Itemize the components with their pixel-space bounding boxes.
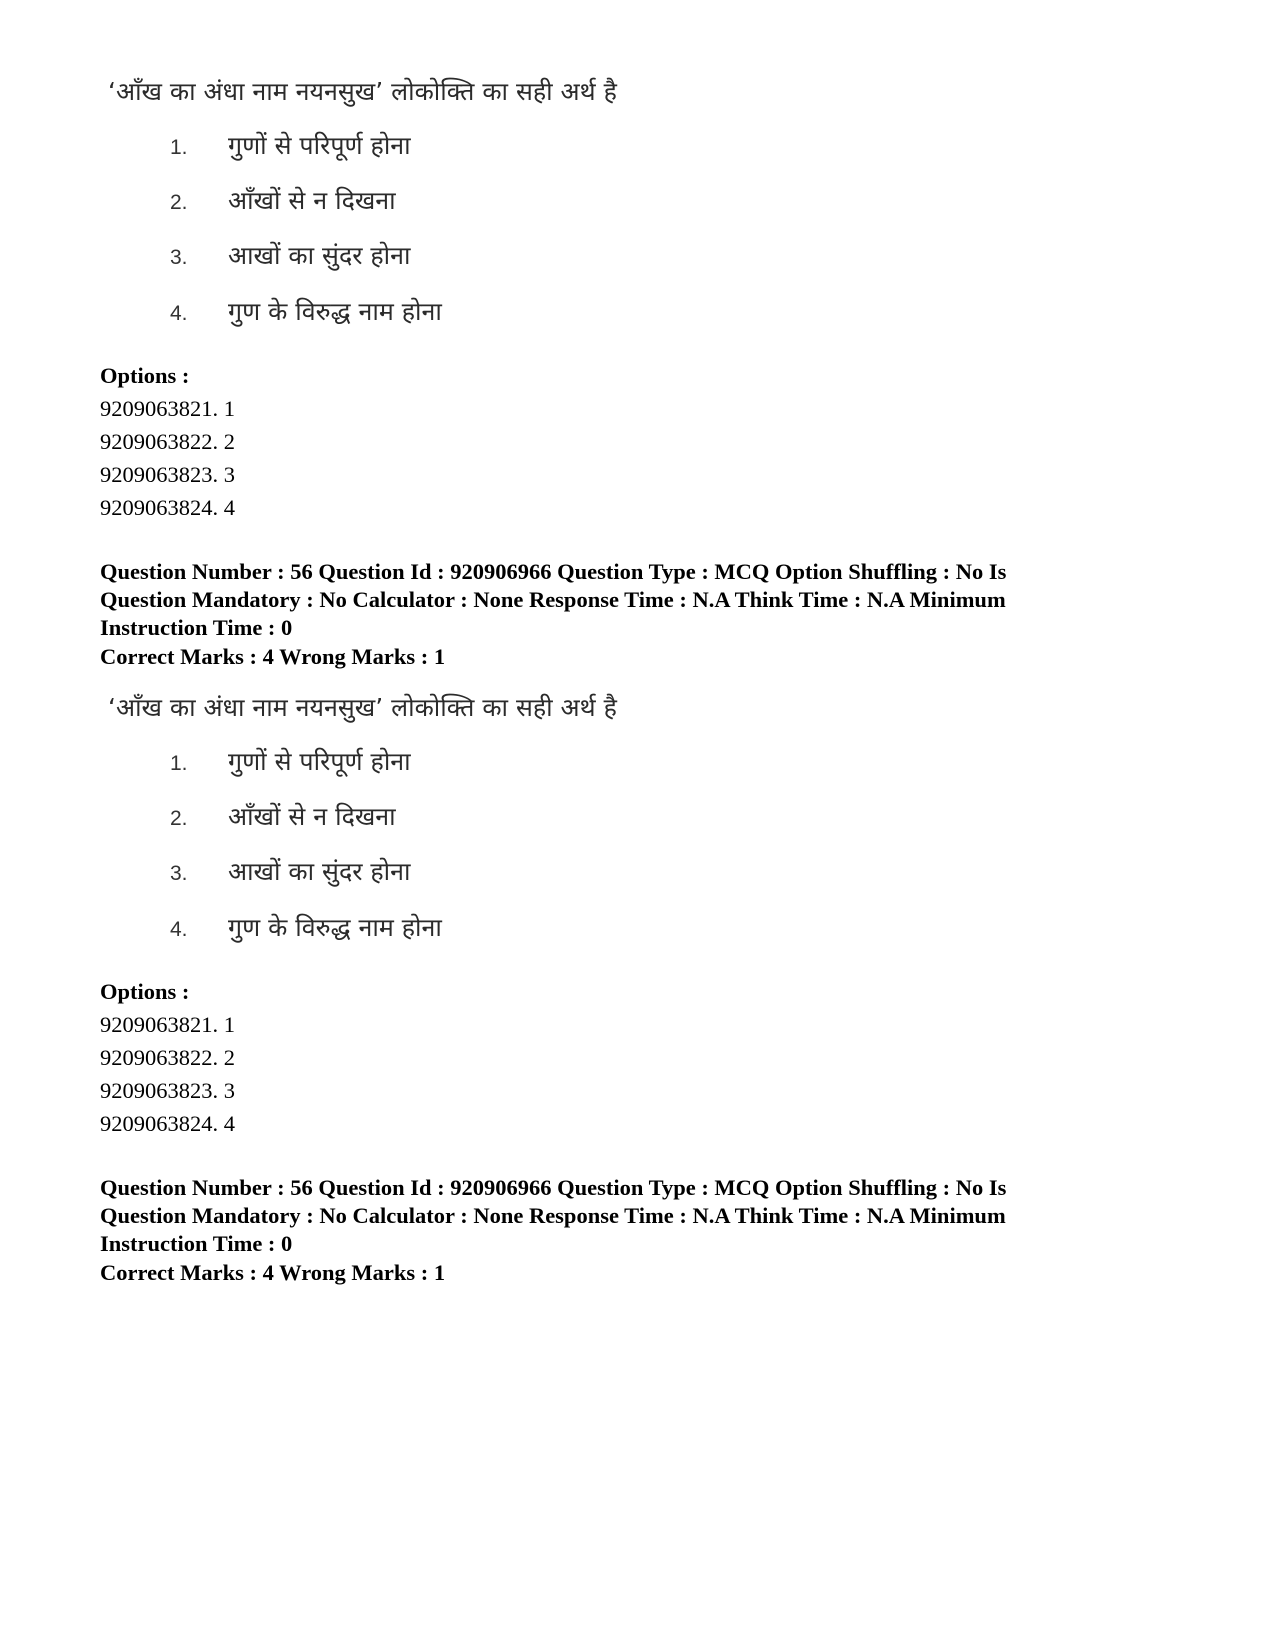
choice-text: आखों का सुंदर होना <box>228 241 411 270</box>
metadata-line: Question Mandatory : No Calculator : None Response Time : N.A Think Time : N.A Minimum <box>100 1203 1006 1228</box>
choice-number: 4. <box>170 302 188 325</box>
option-item: 9209063822. 2 <box>100 429 235 454</box>
choice-number: 3. <box>170 862 188 885</box>
question-metadata <box>100 1174 1180 1258</box>
question-stem: ‘आँख का अंधा नाम नयनसुख’ लोकोक्ति का सही अर्थ है <box>108 77 617 106</box>
choice-text: गुण के विरुद्ध नाम होना <box>228 913 442 942</box>
question-metadata <box>100 558 1180 642</box>
metadata-line: Question Number : 56 Question Id : 920906966 Question Type : MCQ Option Shuffling : No Is <box>100 559 1007 584</box>
options-heading: Options : <box>100 979 190 1004</box>
metadata-line: Question Number : 56 Question Id : 920906966 Question Type : MCQ Option Shuffling : No Is <box>100 1175 1007 1200</box>
metadata-line: Instruction Time : 0 <box>100 615 293 640</box>
choice-text: आँखों से न दिखना <box>228 186 396 215</box>
choice-number: 4. <box>170 918 188 941</box>
question-image <box>100 690 700 970</box>
options-list <box>100 975 235 1140</box>
option-item: 9209063824. 4 <box>100 1111 235 1136</box>
choice-text: गुणों से परिपूर्ण होना <box>228 131 411 160</box>
choice-number: 1. <box>170 752 188 775</box>
question-stem: ‘आँख का अंधा नाम नयनसुख’ लोकोक्ति का सही अर्थ है <box>108 693 617 722</box>
choice-number: 2. <box>170 807 188 830</box>
choice-text: आखों का सुंदर होना <box>228 857 411 886</box>
option-item: 9209063822. 2 <box>100 1045 235 1070</box>
choice-number: 1. <box>170 136 188 159</box>
choice-number: 3. <box>170 246 188 269</box>
marks-line: Correct Marks : 4 Wrong Marks : 1 <box>100 644 446 669</box>
choice-number: 2. <box>170 191 188 214</box>
option-item: 9209063824. 4 <box>100 495 235 520</box>
metadata-line: Question Mandatory : No Calculator : None Response Time : N.A Think Time : N.A Minimum <box>100 587 1006 612</box>
option-item: 9209063821. 1 <box>100 396 235 421</box>
choice-text: आँखों से न दिखना <box>228 802 396 831</box>
option-item: 9209063823. 3 <box>100 1078 235 1103</box>
option-item: 9209063823. 3 <box>100 462 235 487</box>
options-heading: Options : <box>100 363 190 388</box>
choice-text: गुण के विरुद्ध नाम होना <box>228 297 442 326</box>
metadata-line: Instruction Time : 0 <box>100 1231 293 1256</box>
options-list <box>100 359 235 524</box>
marks-line: Correct Marks : 4 Wrong Marks : 1 <box>100 1260 446 1285</box>
question-image <box>100 74 700 354</box>
option-item: 9209063821. 1 <box>100 1012 235 1037</box>
choice-text: गुणों से परिपूर्ण होना <box>228 747 411 776</box>
